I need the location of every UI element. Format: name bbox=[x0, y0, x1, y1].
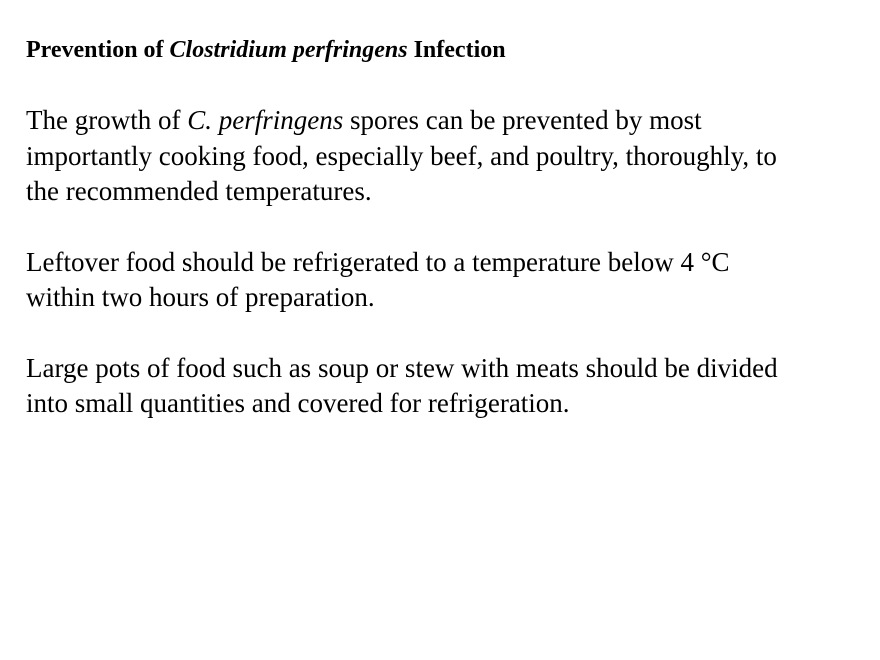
text-line bbox=[26, 103, 856, 139]
title-prefix: Prevention of bbox=[26, 37, 170, 63]
text-line: within two hours of preparation. bbox=[26, 282, 375, 312]
text-segment: spores can be prevented by most bbox=[343, 105, 702, 135]
paragraph-refrigeration bbox=[26, 245, 856, 316]
title-suffix: Infection bbox=[407, 37, 506, 63]
paragraph-cooking bbox=[26, 103, 856, 210]
slide-title bbox=[26, 33, 856, 67]
text-line: the recommended temperatures. bbox=[26, 176, 372, 206]
text-line: Leftover food should be refrigerated to a temperature below 4 °C bbox=[26, 246, 730, 277]
organism-name: C. perfringens bbox=[187, 105, 344, 135]
text-line: into small quantities and covered for refrigeration. bbox=[26, 388, 570, 418]
text-segment: The growth of bbox=[26, 105, 188, 135]
paragraph-large-pots bbox=[26, 351, 856, 422]
slide-content bbox=[26, 33, 856, 422]
text-line: importantly cooking food, especially beef, and poultry, thoroughly, to bbox=[26, 140, 777, 171]
title-organism: Clostridium perfringens bbox=[169, 37, 408, 63]
text-line: Large pots of food such as soup or stew with meats should be divided bbox=[26, 352, 778, 383]
